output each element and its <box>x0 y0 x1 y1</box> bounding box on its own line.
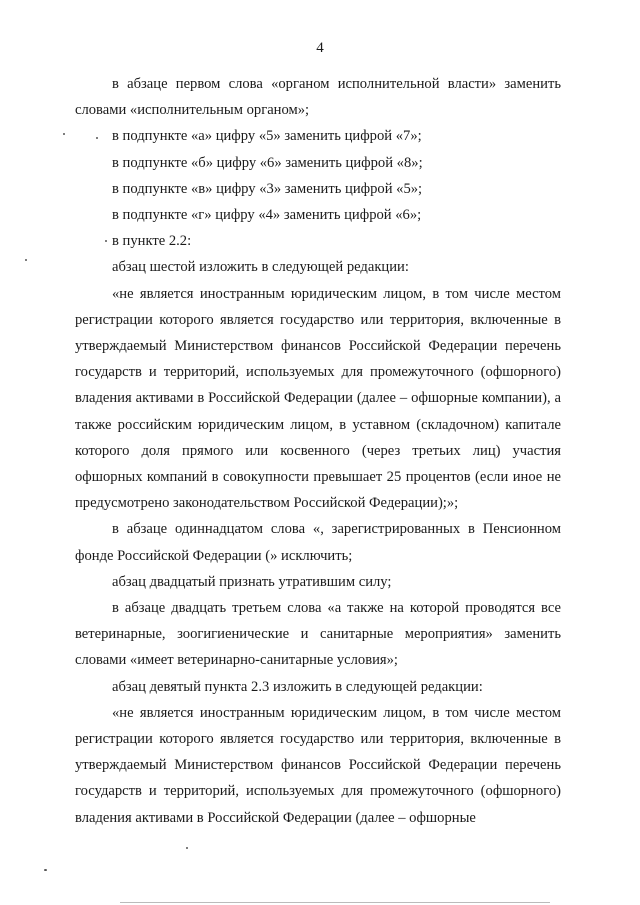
scan-speck <box>105 240 107 242</box>
paragraph-4: в подпункте «в» цифру «3» заменить цифрой «5»; <box>112 180 423 197</box>
scan-edge-line <box>120 902 550 903</box>
document-body <box>75 71 561 831</box>
paragraph-3: в подпункте «б» цифру «6» заменить цифрой «8»; <box>112 154 423 171</box>
page-number: 4 <box>316 40 324 56</box>
paragraph-6: в пункте 2.2: <box>112 233 192 250</box>
paragraph-7: абзац шестой изложить в следующей редакции: <box>112 259 409 276</box>
scan-speck <box>186 847 188 849</box>
paragraph-9: в абзаце одиннадцатом слова «, зарегистрированных в Пенсионном фонде Российской Федерации (» исключить; <box>75 521 561 564</box>
paragraph-10: абзац двадцатый признать утратившим силу; <box>112 573 392 590</box>
scan-speck <box>25 259 27 261</box>
scan-speck <box>44 869 47 871</box>
paragraph-13: «не является иностранным юридическим лицом, в том числе местом регистрации которого является государство или территория, включенные в утверждаемый Министерством финансов Российской Федерации перечень государств и территорий, используемых для промежуточного (офшорного) владения активами в Российской Федерации (далее – офшорные <box>75 704 561 826</box>
paragraph-12: абзац девятый пункта 2.3 изложить в следующей редакции: <box>112 678 483 695</box>
paragraph-2: в подпункте «а» цифру «5» заменить цифрой «7»; <box>112 128 422 145</box>
paragraph-11: в абзаце двадцать третьем слова «а также на которой проводятся все ветеринарные, зоогигиенические и санитарные мероприятия» заменить словами «имеет ветеринарно-санитарные условия»; <box>75 600 561 669</box>
paragraph-5: в подпункте «г» цифру «4» заменить цифрой «6»; <box>112 207 422 224</box>
scan-speck <box>63 133 65 135</box>
paragraph-1: в абзаце первом слова «органом исполнительной власти» заменить словами «исполнительным органом»; <box>75 76 561 119</box>
paragraph-8: «не является иностранным юридическим лицом, в том числе местом регистрации которого является государство или территория, включенные в утверждаемый Министерством финансов Российской Федерации перечень государств и территорий, используемых для промежуточного (офшорного) владения активами в Российской Федерации (далее – офшорные компании), а также российским юридическим лицом, в уставном (складочном) капитале которого доля прямого или косвенного (через третьих лиц) участия офшорных компаний в совокупности превышает 25 процентов (если иное не предусмотрено законодательством Российской Федерации);»; <box>75 285 561 512</box>
scan-speck <box>96 137 98 139</box>
